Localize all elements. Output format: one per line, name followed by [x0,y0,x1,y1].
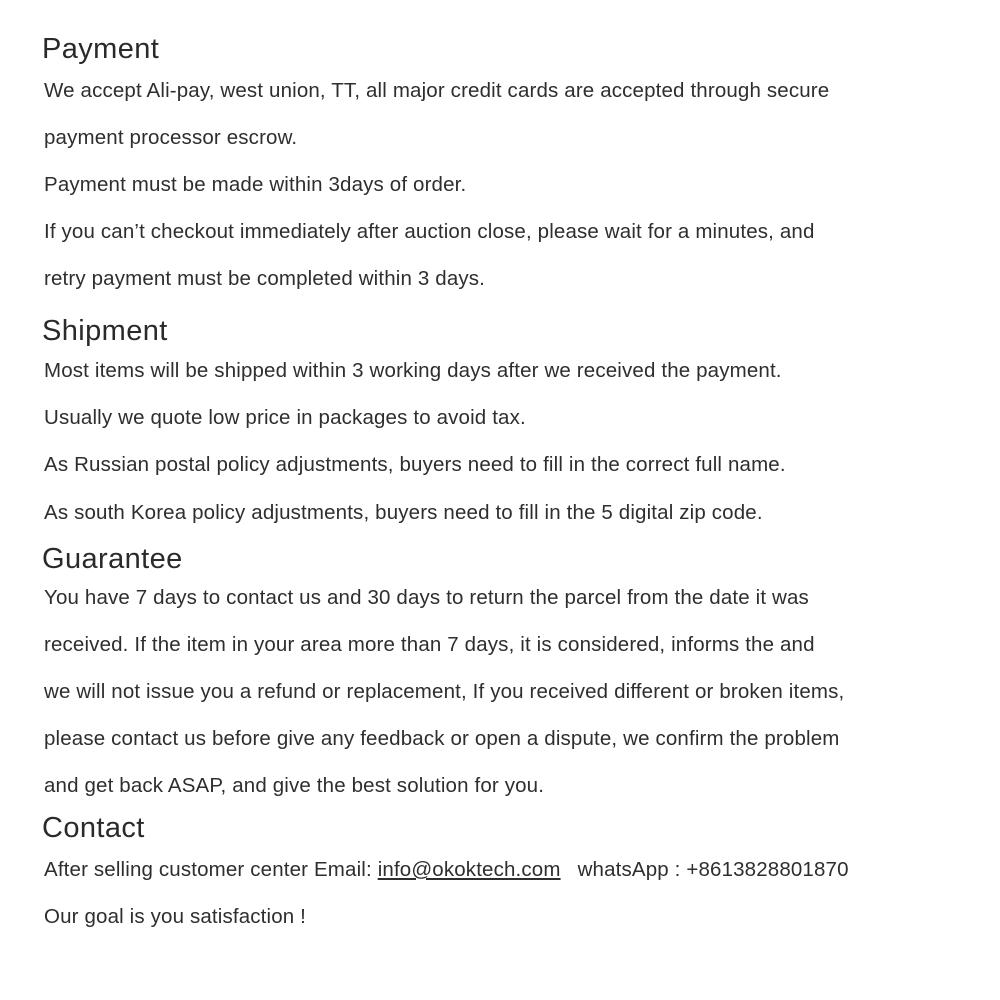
guarantee-heading: Guarantee [42,543,183,575]
guarantee-line: please contact us before give any feedback or open a dispute, we confirm the problem [44,727,840,750]
shipment-line: As south Korea policy adjustments, buyers need to fill in the 5 digital zip code. [44,501,763,524]
whatsapp-number: whatsApp : +8613828801870 [577,858,849,881]
guarantee-line: received. If the item in your area more than 7 days, it is considered, informs the and [44,633,815,656]
guarantee-line: You have 7 days to contact us and 30 days to return the parcel from the date it was [44,586,809,609]
payment-line: Payment must be made within 3days of order. [44,173,467,196]
payment-line: retry payment must be completed within 3 days. [44,267,486,290]
contact-info-line [44,858,849,882]
contact-heading: Contact [42,812,145,844]
shipment-line: Most items will be shipped within 3 working days after we received the payment. [44,359,782,382]
email-link[interactable]: info@okoktech.com [377,858,561,881]
payment-line: payment processor escrow. [44,126,298,149]
shipment-line: Usually we quote low price in packages to avoid tax. [44,406,526,429]
payment-line: If you can’t checkout immediately after auction close, please wait for a minutes, and [44,220,815,243]
shipment-line: As Russian postal policy adjustments, buyers need to fill in the correct full name. [44,453,786,476]
email-label: After selling customer center Email: [44,858,372,881]
closing-line: Our goal is you satisfaction ! [44,905,307,928]
guarantee-line: we will not issue you a refund or replacement, If you received different or broken items, [44,680,845,703]
payment-heading: Payment [42,33,160,65]
payment-line: We accept Ali-pay, west union, TT, all major credit cards are accepted through secure [44,79,830,102]
guarantee-line: and get back ASAP, and give the best solution for you. [44,774,545,797]
shipment-heading: Shipment [42,315,168,347]
